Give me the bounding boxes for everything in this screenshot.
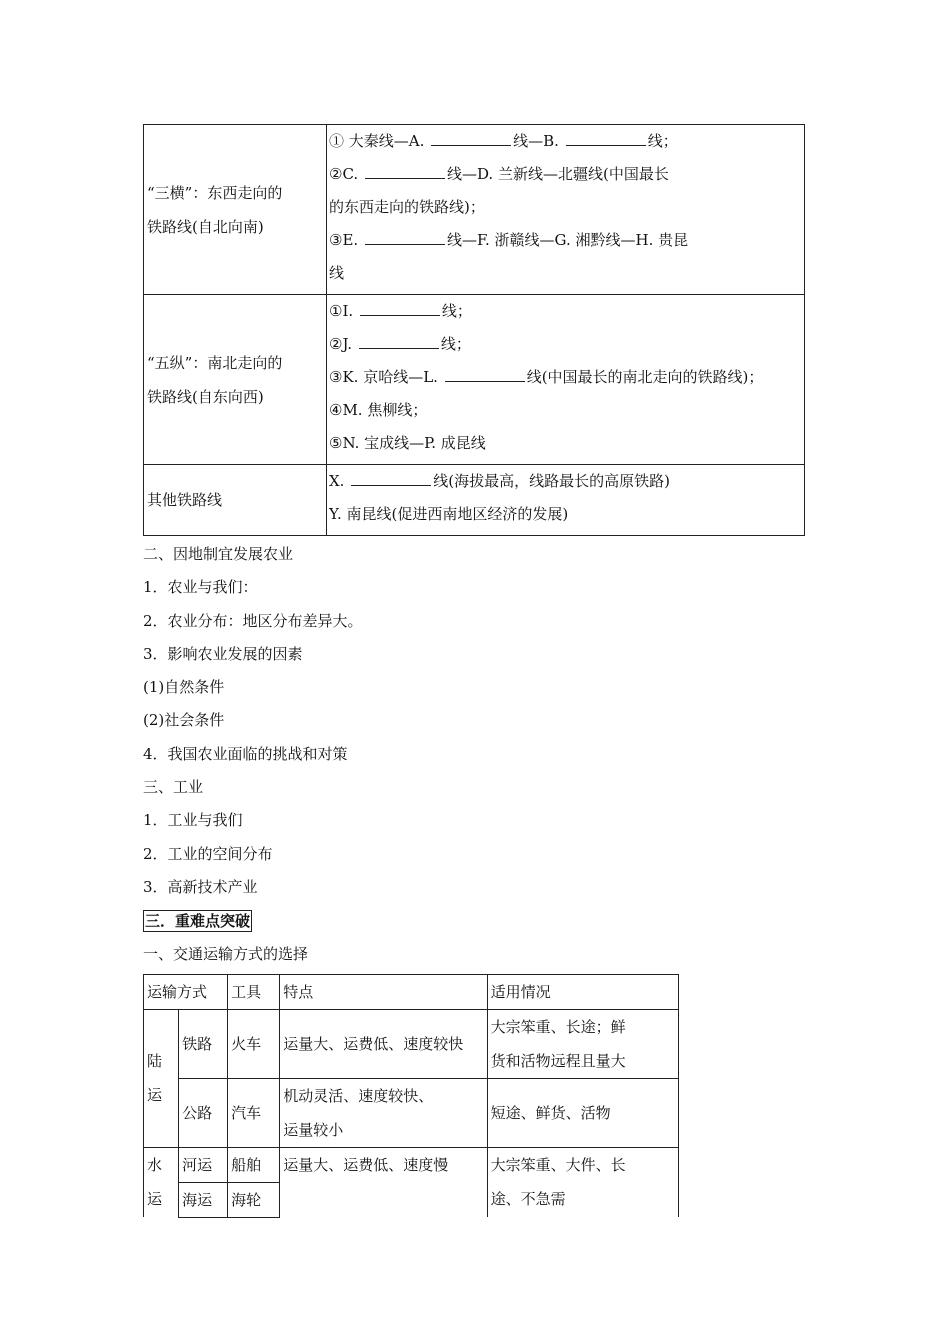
way-cell: 河运: [179, 1147, 228, 1182]
content-line: Y. 南昆线(促进西南地区经济的发展): [329, 505, 569, 523]
row-content: [327, 295, 805, 465]
content-line: ① 大秦线—A. 线—B. 线；: [329, 132, 678, 150]
subheading: 一、交通运输方式的选择: [143, 945, 309, 964]
header-cell: 适用情况: [487, 974, 678, 1009]
content-line: ③K. 京哈线—L. 线(中国最长的南北走向的铁路线)；: [329, 368, 764, 386]
use-cell: 大宗笨重、长途；鲜 货和活物远程且量大: [487, 1009, 678, 1078]
outline-line: 3．高新技术产业: [143, 877, 258, 896]
railway-table: [143, 124, 805, 536]
transport-table: [143, 974, 679, 1218]
table-row: [144, 1078, 679, 1147]
outline-line: 1．农业与我们：: [143, 578, 258, 597]
outline-line: (2)社会条件: [143, 711, 225, 730]
railway-row-other: [144, 465, 805, 536]
header-cell: 特点: [280, 974, 487, 1009]
content-line: 线: [329, 264, 345, 282]
fill-blank[interactable]: [360, 301, 440, 316]
tool-cell: 船舶: [228, 1147, 280, 1182]
table-header-row: [144, 974, 679, 1009]
document-page: [143, 124, 805, 1218]
railway-row-five-vertical: [144, 295, 805, 465]
tool-cell: 汽车: [228, 1078, 280, 1147]
row-content: [327, 465, 805, 536]
feature-cell: 运量大、运费低、速度慢: [280, 1147, 487, 1217]
row-label: 其他铁路线: [144, 465, 327, 536]
fill-blank[interactable]: [351, 471, 431, 486]
row-label: “五纵”：南北走向的 铁路线(自东向西): [144, 295, 327, 465]
row-label: “三横”：东西走向的 铁路线(自北向南): [144, 125, 327, 295]
outline-section: [143, 538, 805, 904]
fill-blank[interactable]: [359, 334, 439, 349]
content-line: ②J. 线；: [329, 335, 471, 353]
use-cell: 短途、鲜货、活物: [487, 1078, 678, 1147]
way-cell: 铁路: [179, 1009, 228, 1078]
mode-cell: 水运: [144, 1147, 179, 1217]
row-content: [327, 125, 805, 295]
tool-cell: 海轮: [228, 1182, 280, 1217]
header-cell: 工具: [228, 974, 280, 1009]
outline-line: (1)自然条件: [143, 678, 225, 697]
outline-line: 2．工业的空间分布: [143, 844, 273, 863]
way-cell: 公路: [179, 1078, 228, 1147]
content-line: ③E. 线—F. 浙赣线—G. 湘黔线—H. 贵昆: [329, 231, 689, 249]
outline-line: 二、因地制宜发展农业: [143, 545, 294, 563]
use-cell: 大宗笨重、大件、长 途、不急需: [487, 1147, 678, 1217]
tool-cell: 火车: [228, 1009, 280, 1078]
content-line: 的东西走向的铁路线)；: [329, 198, 485, 216]
table-row: [144, 1147, 679, 1182]
railway-row-three-horizontal: [144, 125, 805, 295]
content-line: ①I. 线；: [329, 302, 472, 320]
table-row: [144, 1009, 679, 1078]
outline-line: 3．影响农业发展的因素: [143, 644, 303, 663]
content-line: ⑤N. 宝成线—P. 成昆线: [329, 434, 486, 452]
feature-cell: 机动灵活、速度较快、 运量较小: [280, 1078, 487, 1147]
header-cell: 运输方式: [144, 974, 228, 1009]
feature-cell: 运量大、运费低、速度较快: [280, 1009, 487, 1078]
outline-line: 4．我国农业面临的挑战和对策: [143, 744, 348, 763]
content-line: ②C. 线—D. 兰新线—北疆线(中国最长: [329, 165, 669, 183]
fill-blank[interactable]: [566, 131, 646, 146]
content-line: ④M. 焦柳线；: [329, 401, 428, 419]
fill-blank[interactable]: [431, 131, 511, 146]
content-line: X. 线(海拔最高，线路最长的高原铁路): [329, 472, 670, 490]
outline-line: 三、工业: [143, 778, 204, 797]
way-cell: 海运: [179, 1182, 228, 1217]
fill-blank[interactable]: [445, 367, 525, 382]
section-heading: 三．重难点突破: [145, 912, 251, 931]
fill-blank[interactable]: [365, 230, 445, 245]
outline-line: 1．工业与我们: [143, 811, 243, 830]
fill-blank[interactable]: [365, 164, 445, 179]
mode-cell: 陆运: [144, 1009, 179, 1147]
outline-line: 2．农业分布：地区分布差异大。: [143, 611, 363, 630]
